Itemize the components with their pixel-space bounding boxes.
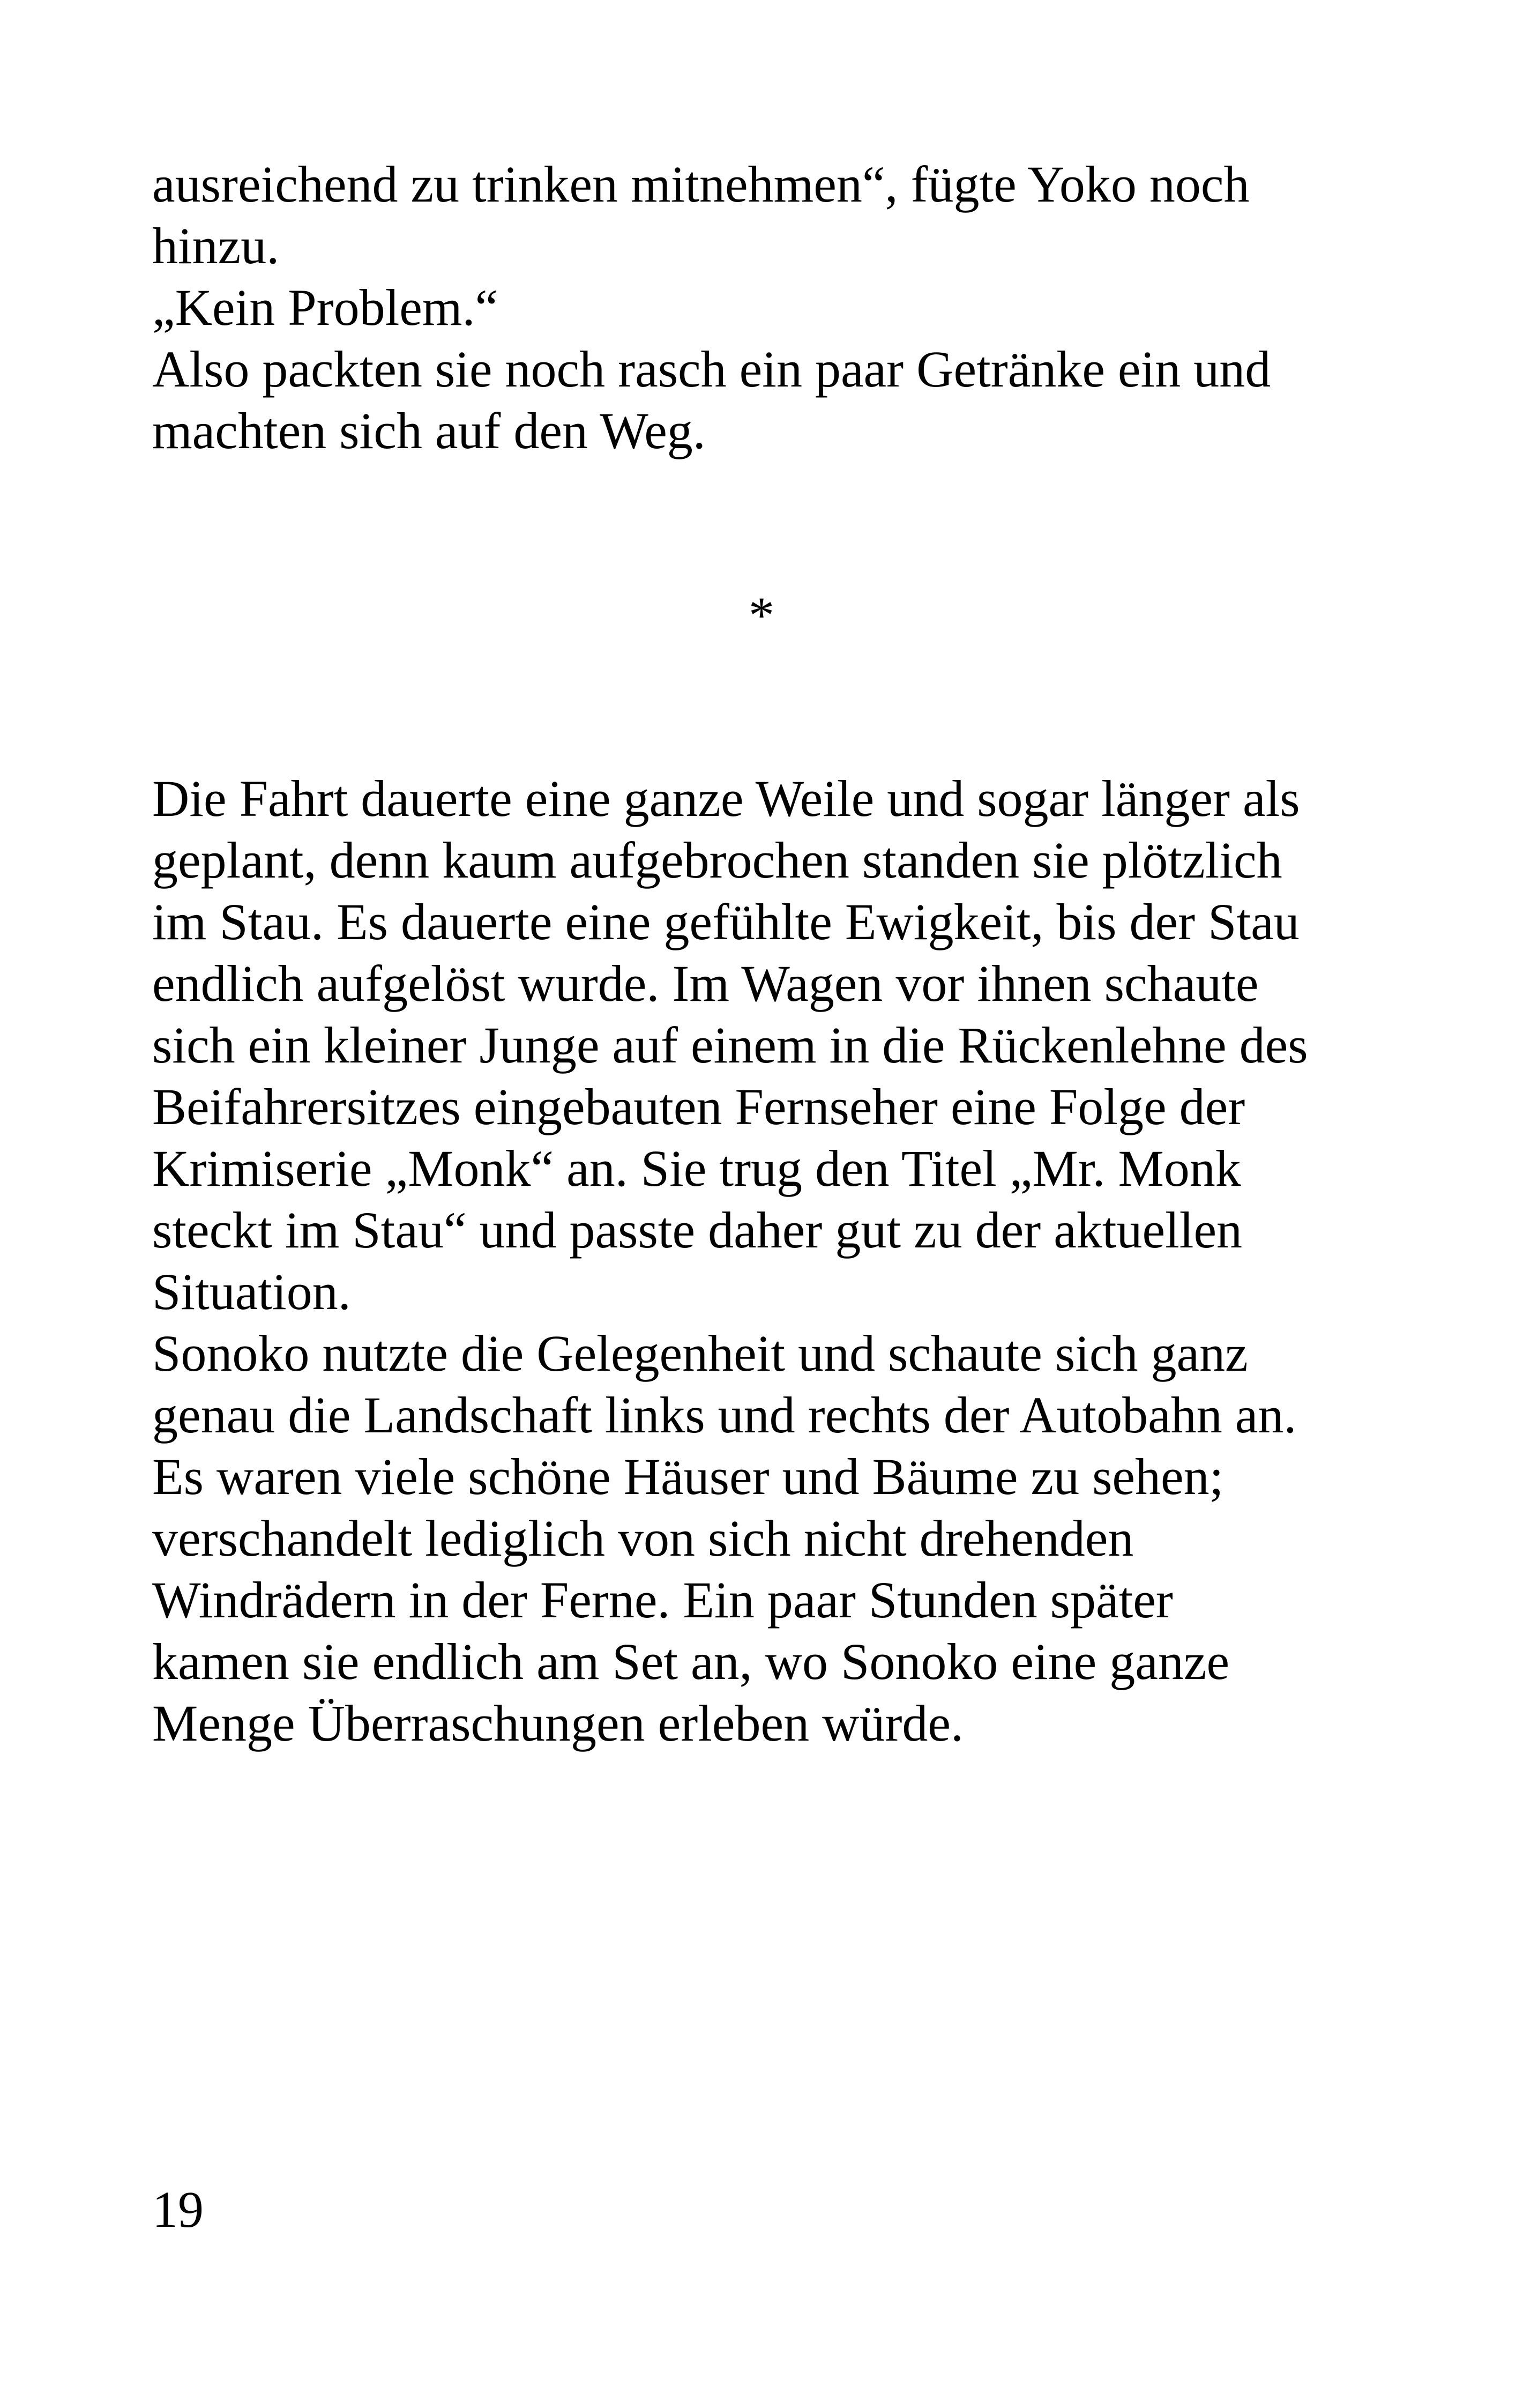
text-line: steckt im Stau“ und passte daher gut zu der aktuellen [152,1201,1243,1259]
text-line: Die Fahrt dauerte eine ganze Weile und sogar länger als [152,770,1300,827]
paragraph-block-top [152,153,1271,462]
text-line: im Stau. Es dauerte eine gefühlte Ewigkeit, bis der Stau [152,893,1300,950]
text-line: Also packten sie noch rasch ein paar Getränke ein und [152,340,1271,398]
text-line: Windrädern in der Ferne. Ein paar Stunden später [152,1571,1173,1629]
text-line: „Kein Problem.“ [152,279,498,336]
paragraph-block-main [152,768,1308,1754]
text-line: sich ein kleiner Junge auf einem in die Rückenlehne des [152,1016,1308,1074]
text-line: verschandelt lediglich von sich nicht drehenden [152,1510,1134,1567]
text-line: Krimiserie „Monk“ an. Sie trug den Titel „Mr. Monk [152,1140,1241,1197]
text-line: endlich aufgelöst wurde. Im Wagen vor ihnen schaute [152,955,1259,1012]
text-line: Beifahrersitzes eingebauten Fernseher eine Folge der [152,1078,1245,1135]
text-line: geplant, denn kaum aufgebrochen standen sie plötzlich [152,831,1282,889]
text-line: Situation. [152,1263,351,1320]
text-line: ausreichend zu trinken mitnehmen“, fügte Yoko noch [152,155,1250,213]
text-line: kamen sie endlich am Set an, wo Sonoko eine ganze [152,1633,1230,1690]
text-line: genau die Landschaft links und rechts der Autobahn an. [152,1386,1297,1444]
text-line: Sonoko nutzte die Gelegenheit und schaute sich ganz [152,1325,1248,1382]
text-line: Menge Überraschungen erleben würde. [152,1694,964,1752]
text-line: hinzu. [152,217,280,274]
text-line: Es waren viele schöne Häuser und Bäume zu sehen; [152,1448,1224,1505]
text-line: machten sich auf den Weg. [152,402,706,459]
section-separator: * [749,586,774,644]
page-number: 19 [152,2181,204,2238]
